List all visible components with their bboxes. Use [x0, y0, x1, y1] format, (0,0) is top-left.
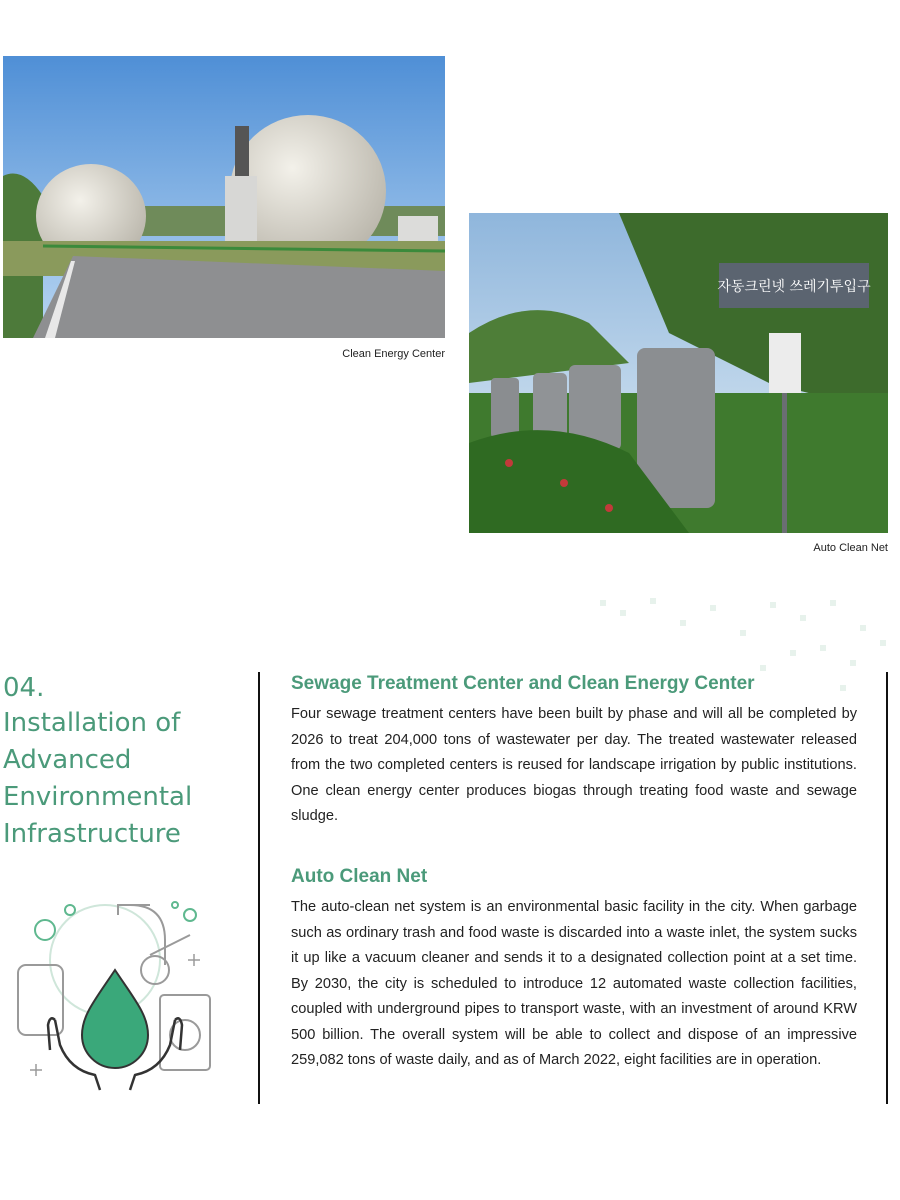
photo-caption: Clean Energy Center: [342, 348, 445, 360]
block-body: Four sewage treatment centers have been built by phase and will all be completed by 2026 to treat 204,000 tons of wastewater per day. The treated wastewater released from the two completed centers is reused for landscape irrigation by public institutions. One clean energy center produces biogas through treating food waste and sewage sludge.: [291, 706, 857, 824]
divider-left: [258, 672, 260, 1104]
washing-machine-icon: [160, 995, 210, 1070]
environment-illustration: [10, 885, 220, 1095]
section-number: 04.: [3, 673, 45, 703]
sign-text: 자동크린넷 쓰레기투입구: [717, 279, 871, 295]
section-title-line: Environmental: [3, 782, 193, 812]
water-drop-icon: [82, 970, 148, 1068]
auto-clean-net-block: [291, 866, 857, 1074]
section-title-line: Advanced: [3, 745, 132, 775]
block-heading: Auto Clean Net: [291, 866, 428, 887]
block-body: The auto-clean net system is an environmental basic facility in the city. When garbage such as ordinary trash and food waste is discarded into a waste inlet, the system sucks it up like a vacuum cleaner and sends it to a designated collection point at a set time. By 2030, the city is scheduled to introduce 12 automated waste collection facilities, coupled with underground pipes to transport waste, with an investment of around KRW 500 billion. The overall system will be able to collect and dispose of an impressive 259,082 tons of waste daily, and as of March 2022, eight facilities are in operation.: [291, 899, 857, 1068]
sewage-treatment-block: [291, 673, 857, 830]
section-title-line: Infrastructure: [3, 819, 181, 849]
clean-energy-center-photo: [3, 56, 445, 338]
photo-caption: Auto Clean Net: [813, 542, 888, 554]
section-title-line: Installation of: [3, 708, 181, 738]
auto-clean-net-photo: [469, 213, 888, 533]
section-title: [3, 705, 243, 853]
block-heading: Sewage Treatment Center and Clean Energy Center: [291, 673, 755, 694]
divider-right: [886, 672, 888, 1104]
